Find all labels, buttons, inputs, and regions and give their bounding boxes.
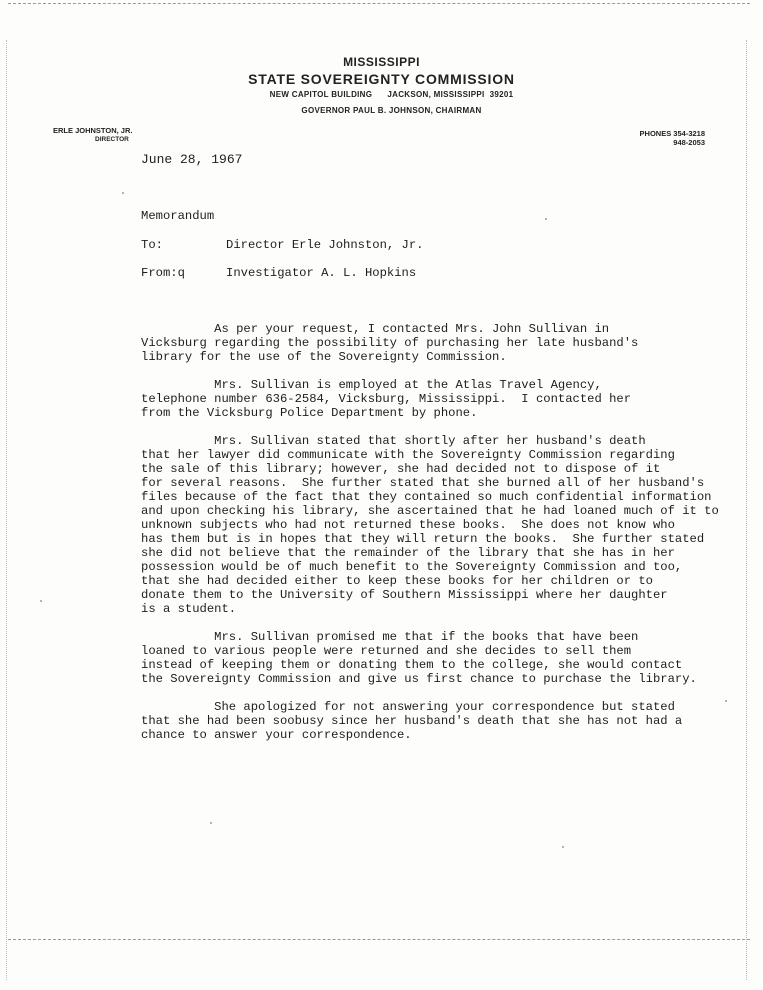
phones-block <box>640 129 705 147</box>
scan-edge-right <box>746 40 747 980</box>
phones-line-1: PHONES 354-3218 <box>639 129 705 138</box>
scan-speck <box>725 700 727 702</box>
memo-heading: Memorandum <box>141 209 215 223</box>
scan-edge-left <box>6 40 7 980</box>
letterhead-governor: GOVERNOR PAUL B. JOHNSON, CHAIRMAN <box>301 106 482 115</box>
body-paragraph-5: She apologized for not answering your correspondence but stated that she had been soobusy since her husband's death that she has not had a chance to answer your correspondence. <box>141 700 683 742</box>
body-paragraph-4: Mrs. Sullivan promised me that if the books that have been loaned to various people were returned and she decides to sell them instead of keeping them or donating them to the college, she would contact the Sovereignty Commission and give us first chance to purchase the library. <box>141 630 697 686</box>
from-value: Investigator A. L. Hopkins <box>226 266 417 280</box>
scan-speck <box>562 846 564 848</box>
letterhead-commission: STATE SOVEREIGNTY COMMISSION <box>248 71 515 87</box>
letterhead-state: MISSISSIPPI <box>343 55 420 69</box>
letterhead-address: NEW CAPITOL BUILDING JACKSON, MISSISSIPPI 39201 <box>269 90 514 99</box>
body-paragraph-3: Mrs. Sullivan stated that shortly after her husband's death that her lawyer did communicate with the Sovereignty Commission regarding the sale of this library; however, she had decided not to dispose of it for several reasons. She further stated that she burned all of her husband's files because of the fact that they contained so much confidential information and upon checking his library, she ascertained that he had loaned much of it to unknown subjects who had not returned these books. She does not know who has them but is in hopes that they will return the books. She further stated she did not believe that the remainder of the library that she has in her possession would be of much benefit to the Sovereignty Commission and too, that she had decided either to keep these books for her children or to donate them to the University of Southern Mississippi where her daughter is a student. <box>141 434 719 616</box>
phones-line-2: 948-2053 <box>673 138 705 147</box>
director-block <box>53 126 132 144</box>
scan-speck <box>210 822 212 824</box>
scan-speck <box>122 192 124 194</box>
scan-bottom-rule <box>8 939 750 940</box>
from-label: From:q <box>141 266 185 280</box>
to-value: Director Erle Johnston, Jr. <box>226 238 424 252</box>
body-paragraph-1: As per your request, I contacted Mrs. John Sullivan in Vicksburg regarding the possibility of purchasing her late husband's library for the use of the Sovereignty Commission. <box>141 322 639 364</box>
memo-body <box>141 322 719 756</box>
scan-top-rule <box>8 3 750 4</box>
scan-speck <box>545 218 547 220</box>
director-title: DIRECTOR <box>95 136 129 143</box>
director-name: ERLE JOHNSTON, JR. <box>53 126 133 135</box>
memo-date: June 28, 1967 <box>141 152 243 167</box>
body-paragraph-2: Mrs. Sullivan is employed at the Atlas Travel Agency, telephone number 636-2584, Vicksburg, Mississippi. I contacted her from the Vicksburg Police Department by phone. <box>141 378 632 420</box>
to-label: To: <box>141 238 163 252</box>
scan-speck <box>40 600 42 602</box>
